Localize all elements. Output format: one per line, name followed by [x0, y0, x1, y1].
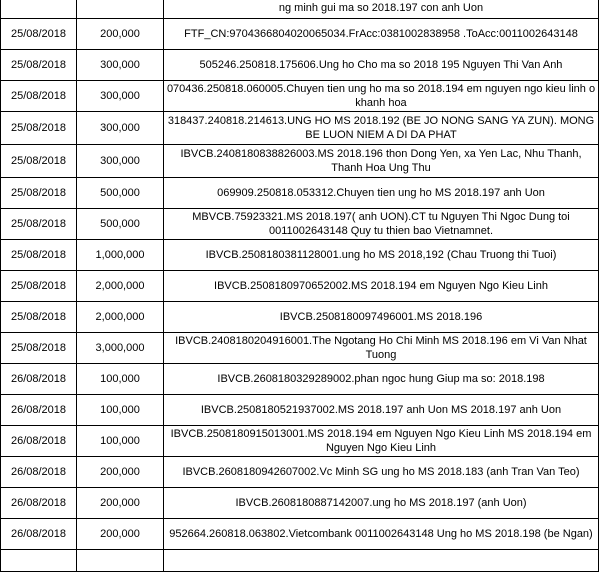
table-row — [1, 145, 599, 178]
description-cell: 505246.250818.175606.Ung ho Cho ma so 2018 195 Nguyen Thi Van Anh — [164, 50, 599, 81]
table-row — [1, 550, 599, 572]
date-cell: 25/08/2018 — [1, 50, 77, 81]
date-cell: 26/08/2018 — [1, 519, 77, 550]
table-row — [1, 178, 599, 209]
table-row — [1, 19, 599, 50]
description-cell: ng minh gui ma so 2018.197 con anh Uon — [164, 0, 599, 19]
amount-cell: 2,000,000 — [77, 302, 164, 333]
amount-cell: 200,000 — [77, 519, 164, 550]
date-cell: 26/08/2018 — [1, 457, 77, 488]
table-row — [1, 426, 599, 457]
table-row — [1, 457, 599, 488]
description-cell: IBVCB.2508180097496001.MS 2018.196 — [164, 302, 599, 333]
amount-cell: 200,000 — [77, 488, 164, 519]
description-cell: 318437.240818.214613.UNG HO MS 2018.192 (BE JO NONG SANG YA ZUN). MONG BE LUON NIEM A DI DA PHAT — [164, 112, 599, 145]
description-cell: 952664.260818.063802.Vietcombank 0011002643148 Ung ho MS 2018.198 (be Ngan) — [164, 519, 599, 550]
date-cell: 25/08/2018 — [1, 145, 77, 178]
description-cell — [164, 550, 599, 572]
amount-cell — [77, 0, 164, 19]
date-cell: 25/08/2018 — [1, 209, 77, 240]
table-row — [1, 240, 599, 271]
table-row — [1, 0, 599, 19]
amount-cell: 100,000 — [77, 364, 164, 395]
date-cell: 26/08/2018 — [1, 426, 77, 457]
amount-cell: 1,000,000 — [77, 240, 164, 271]
description-cell: IBVCB.2608180329289002.phan ngoc hung Giup ma so: 2018.198 — [164, 364, 599, 395]
description-cell: IBVCB.2608180942607002.Vc Minh SG ung ho MS 2018.183 (anh Tran Van Teo) — [164, 457, 599, 488]
table-row — [1, 488, 599, 519]
date-cell — [1, 550, 77, 572]
description-cell: IBVCB.2508180915013001.MS 2018.194 em Nguyen Ngo Kieu Linh MS 2018.194 em Nguyen Ngo Kieu Linh — [164, 426, 599, 457]
description-cell: IBVCB.2508180521937002.MS 2018.197 anh Uon MS 2018.197 anh Uon — [164, 395, 599, 426]
table-row — [1, 519, 599, 550]
description-cell: MBVCB.75923321.MS 2018.197( anh UON).CT tu Nguyen Thi Ngoc Dung toi 0011002643148 Quy tu thien bao Vietnamnet. — [164, 209, 599, 240]
amount-cell: 300,000 — [77, 81, 164, 112]
date-cell: 25/08/2018 — [1, 333, 77, 364]
amount-cell: 3,000,000 — [77, 333, 164, 364]
date-cell: 26/08/2018 — [1, 364, 77, 395]
table-row — [1, 333, 599, 364]
amount-cell: 300,000 — [77, 112, 164, 145]
description-cell: 070436.250818.060005.Chuyen tien ung ho ma so 2018.194 em nguyen ngo kieu linh o khanh hoa — [164, 81, 599, 112]
table-row — [1, 112, 599, 145]
amount-cell: 300,000 — [77, 145, 164, 178]
date-cell: 25/08/2018 — [1, 112, 77, 145]
description-cell: IBVCB.2608180887142007.ung ho MS 2018.197 (anh Uon) — [164, 488, 599, 519]
description-cell: IBVCB.2508180381128001.ung ho MS 2018,192 (Chau Truong thi Tuoi) — [164, 240, 599, 271]
table-row — [1, 50, 599, 81]
description-cell: FTF_CN:9704366804020065034.FrAcc:0381002838958 .ToAcc:0011002643148 — [164, 19, 599, 50]
description-cell: IBVCB.2508180970652002.MS 2018.194 em Nguyen Ngo Kieu Linh — [164, 271, 599, 302]
table-row — [1, 271, 599, 302]
date-cell: 25/08/2018 — [1, 302, 77, 333]
table-row — [1, 395, 599, 426]
date-cell: 25/08/2018 — [1, 81, 77, 112]
date-cell: 26/08/2018 — [1, 488, 77, 519]
description-cell: IBVCB.2408180204916001.The Ngotang Ho Chi Minh MS 2018.196 em Vi Van Nhat Tuong — [164, 333, 599, 364]
date-cell: 26/08/2018 — [1, 395, 77, 426]
date-cell — [1, 0, 77, 19]
table-row — [1, 364, 599, 395]
table-row — [1, 81, 599, 112]
amount-cell: 100,000 — [77, 426, 164, 457]
table-row — [1, 209, 599, 240]
amount-cell: 100,000 — [77, 395, 164, 426]
date-cell: 25/08/2018 — [1, 19, 77, 50]
amount-cell — [77, 550, 164, 572]
description-cell: IBVCB.2408180838826003.MS 2018.196 thon Dong Yen, xa Yen Lac, Nhu Thanh, Thanh Hoa Ung Thu — [164, 145, 599, 178]
date-cell: 25/08/2018 — [1, 240, 77, 271]
description-cell: 069909.250818.053312.Chuyen tien ung ho MS 2018.197 anh Uon — [164, 178, 599, 209]
table-row — [1, 302, 599, 333]
amount-cell: 200,000 — [77, 457, 164, 488]
amount-cell: 300,000 — [77, 50, 164, 81]
date-cell: 25/08/2018 — [1, 271, 77, 302]
amount-cell: 2,000,000 — [77, 271, 164, 302]
amount-cell: 200,000 — [77, 19, 164, 50]
amount-cell: 500,000 — [77, 178, 164, 209]
amount-cell: 500,000 — [77, 209, 164, 240]
date-cell: 25/08/2018 — [1, 178, 77, 209]
donation-table-body — [1, 0, 599, 572]
